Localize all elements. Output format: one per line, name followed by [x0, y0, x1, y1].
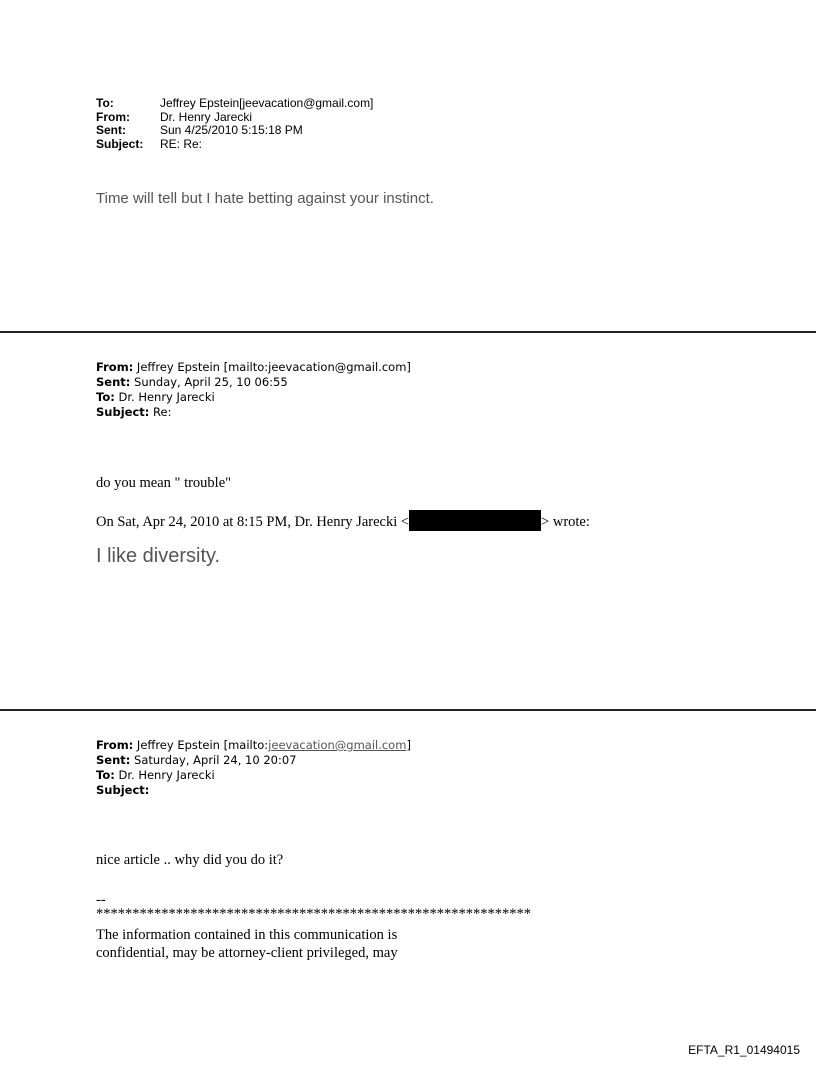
sent-label: Sent:: [96, 123, 126, 137]
to-value: Dr. Henry Jarecki: [114, 390, 215, 404]
to-label: To:: [96, 768, 115, 782]
email1-sent-row: [96, 124, 373, 138]
to-value: Jeffrey Epstein[jeevacation@gmail.com]: [160, 96, 374, 110]
subject-label: Subject:: [96, 136, 144, 151]
quote-suffix: > wrote:: [541, 514, 590, 530]
from-label: From:: [96, 360, 134, 374]
disclaimer-line-1: The information contained in this communication is: [96, 927, 398, 943]
email1-header: [96, 97, 373, 151]
sent-value: Sun 4/25/2010 5:15:18 PM: [160, 123, 303, 137]
sent-value: Sunday, April 25, 10 06:55: [130, 375, 288, 389]
divider: [0, 709, 816, 711]
disclaimer-line-2: confidential, may be attorney-client privileged, may: [96, 945, 398, 961]
signature-dash: --: [96, 892, 106, 908]
email2-quote-line: [96, 510, 590, 531]
sent-label: Sent:: [96, 375, 131, 389]
from-value-suffix: ]: [406, 738, 411, 752]
email-link[interactable]: jeevacation@gmail.com: [268, 738, 407, 752]
email3-subject-row: [96, 783, 411, 798]
email3-body: nice article .. why did you do it?: [96, 852, 284, 868]
subject-label: Subject:: [96, 783, 150, 797]
to-value: Dr. Henry Jarecki: [114, 768, 215, 782]
email2-header: [96, 360, 411, 420]
to-label: To:: [96, 390, 115, 404]
email3-sent-row: [96, 753, 411, 768]
from-label: From:: [96, 738, 134, 752]
from-value: Dr. Henry Jarecki: [160, 109, 253, 124]
email2-sent-row: [96, 375, 411, 390]
email1-from-row: [96, 111, 373, 125]
email2-quoted-text: I like diversity.: [96, 545, 221, 567]
subject-value: Re:: [149, 405, 172, 419]
email2-to-row: [96, 390, 411, 405]
redaction-block: [409, 510, 541, 531]
email2-body: do you mean " trouble": [96, 475, 232, 491]
from-value: Jeffrey Epstein [mailto:jeevacation@gmail.com]: [133, 360, 411, 374]
subject-label: Subject:: [96, 405, 150, 419]
email2-from-row: [96, 360, 411, 375]
sent-label: Sent:: [96, 753, 131, 767]
subject-value: RE: Re:: [160, 136, 203, 151]
from-value-prefix: Jeffrey Epstein [mailto:: [133, 738, 269, 752]
email3-header: [96, 738, 411, 798]
email2-subject-row: [96, 405, 411, 420]
divider: [0, 331, 816, 333]
email1-body: Time will tell but I hate betting against your instinct.: [96, 190, 434, 207]
email1-to-row: [96, 97, 373, 111]
bates-number: EFTA_R1_01494015: [688, 1043, 800, 1057]
to-label: To:: [96, 96, 114, 110]
signature-stars: ************************************************************: [96, 906, 531, 922]
email3-from-row: [96, 738, 411, 753]
email1-subject-row: [96, 138, 373, 152]
sent-value: Saturday, April 24, 10 20:07: [130, 753, 297, 767]
quote-prefix: On Sat, Apr 24, 2010 at 8:15 PM, Dr. Henry Jarecki <: [96, 514, 410, 530]
email3-to-row: [96, 768, 411, 783]
from-label: From:: [96, 109, 130, 124]
